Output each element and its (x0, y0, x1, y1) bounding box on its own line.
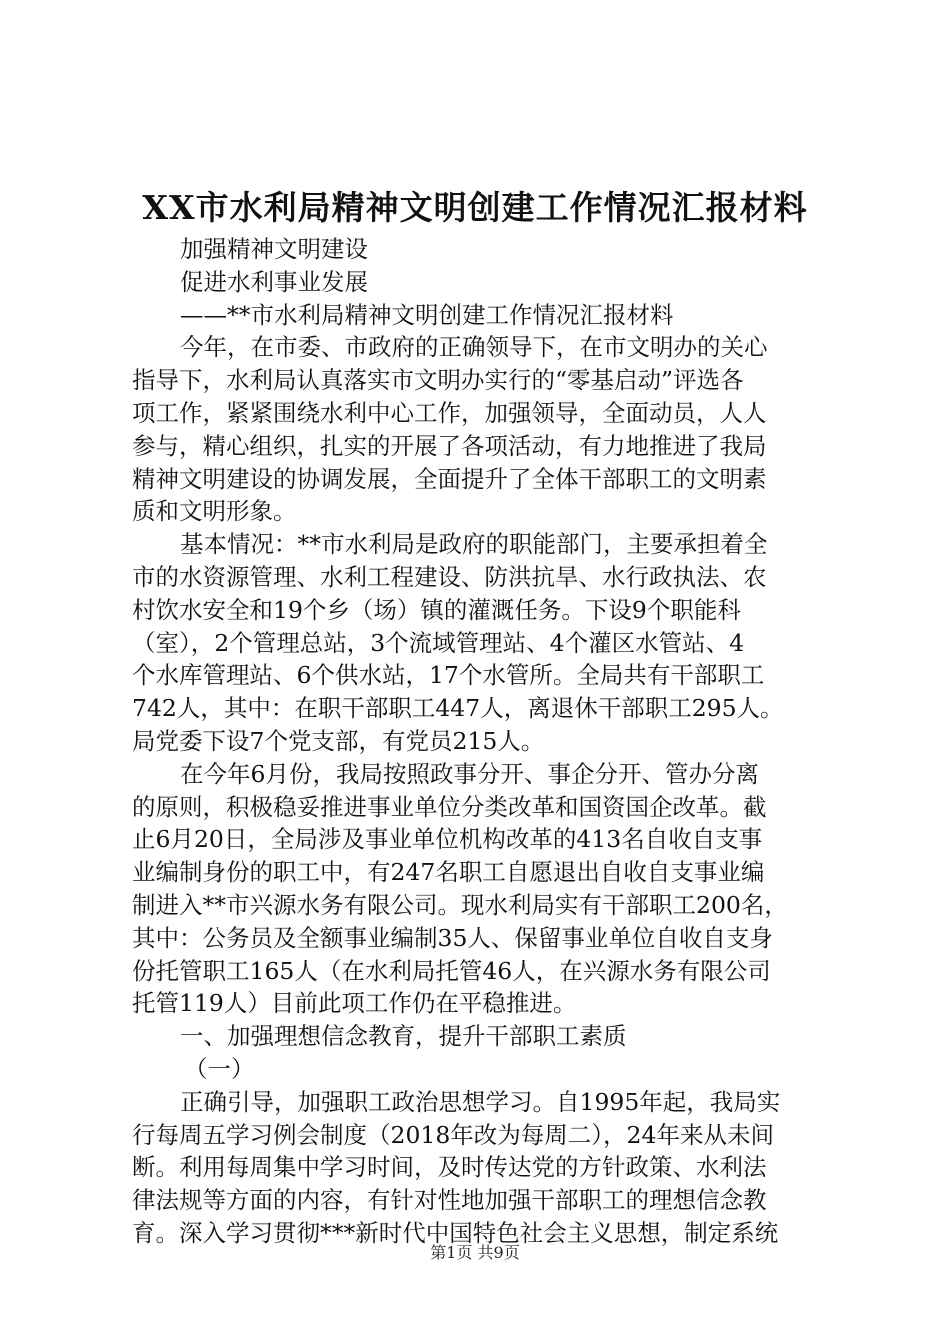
paragraph-line: 今年，在市委、市政府的正确领导下，在市文明办的关心 (180, 333, 768, 362)
paragraph-line: 市的水资源管理、水利工程建设、防洪抗旱、水行政执法、农 (132, 562, 767, 591)
paragraph-line: （室），2个管理总站，3个流域管理站、4个灌区水管站、4 (132, 628, 745, 657)
paragraph-line: 制进入**市兴源水务有限公司。现水利局实有干部职工200名， (132, 890, 788, 919)
paragraph-line: 参与，精心组织，扎实的开展了各项活动，有力地推进了我局 (132, 431, 767, 460)
paragraph-line: 基本情况：**市水利局是政府的职能部门，主要承担着全 (180, 530, 768, 559)
paragraph-line: 质和文明形象。 (132, 497, 297, 526)
page-footer: 第1页 共9页 (430, 1243, 520, 1262)
paragraph-line: 止6月20日，全局涉及事业单位机构改革的413名自收自支事 (132, 825, 763, 854)
paragraph-line: 业编制身份的职工中，有247名职工自愿退出自收自支事业编 (132, 858, 765, 887)
paragraph-line: 托管119人）目前此项工作仍在平稳推进。 (132, 989, 577, 1018)
paragraph-line: 律法规等方面的内容，有针对性地加强干部职工的理想信念教 (132, 1186, 767, 1215)
section-heading: 一、加强理想信念教育，提升干部职工素质 (180, 1022, 627, 1051)
paragraph-line: 行每周五学习例会制度（2018年改为每周二），24年来从未间 (132, 1120, 774, 1149)
subtitle-line: 加强精神文明建设 (180, 235, 368, 263)
paragraph-line: 断。利用每周集中学习时间，及时传达党的方针政策、水利法 (132, 1153, 767, 1182)
paragraph-line: 项工作，紧紧围绕水利中心工作，加强领导，全面动员，人人 (132, 398, 767, 427)
paragraph-line: 742人，其中：在职干部职工447人，离退休干部职工295人。 (132, 694, 784, 723)
subtitle-line: 促进水利事业发展 (180, 267, 368, 296)
subsection-number: （一） (184, 1054, 255, 1083)
paragraph-line: 个水库管理站、6个供水站，17个水管所。全局共有干部职工 (132, 661, 765, 690)
paragraph-line: 正确引导，加强职工政治思想学习。自1995年起，我局实 (180, 1087, 781, 1116)
paragraph-line: 的原则，积极稳妥推进事业单位分类改革和国资国企改革。截 (132, 792, 767, 821)
paragraph-line: 育。深入学习贯彻***新时代中国特色社会主义思想，制定系统 (132, 1218, 779, 1247)
paragraph-line: 指导下，水利局认真落实市文明办实行的“零基启动”评选各 (132, 366, 744, 395)
paragraph-line: 其中：公务员及全额事业编制35人、保留事业单位自收自支身 (132, 923, 773, 952)
paragraph-line: 精神文明建设的协调发展，全面提升了全体干部职工的文明素 (132, 464, 767, 493)
paragraph-line: 局党委下设7个党支部，有党员215人。 (132, 726, 545, 755)
paragraph-line: 村饮水安全和19个乡（场）镇的灌溉任务。下设9个职能科 (132, 595, 741, 624)
document-body (132, 233, 832, 1250)
paragraph-line: 在今年6月份，我局按照政事分开、事企分开、管办分离 (180, 759, 759, 788)
paragraph-line: 份托管职工165人（在水利局托管46人，在兴源水务有限公司 (132, 956, 771, 985)
subtitle-line: ——**市水利局精神文明创建工作情况汇报材料 (180, 300, 674, 329)
document-title: XX市水利局精神文明创建工作情况汇报材料 (142, 188, 808, 227)
